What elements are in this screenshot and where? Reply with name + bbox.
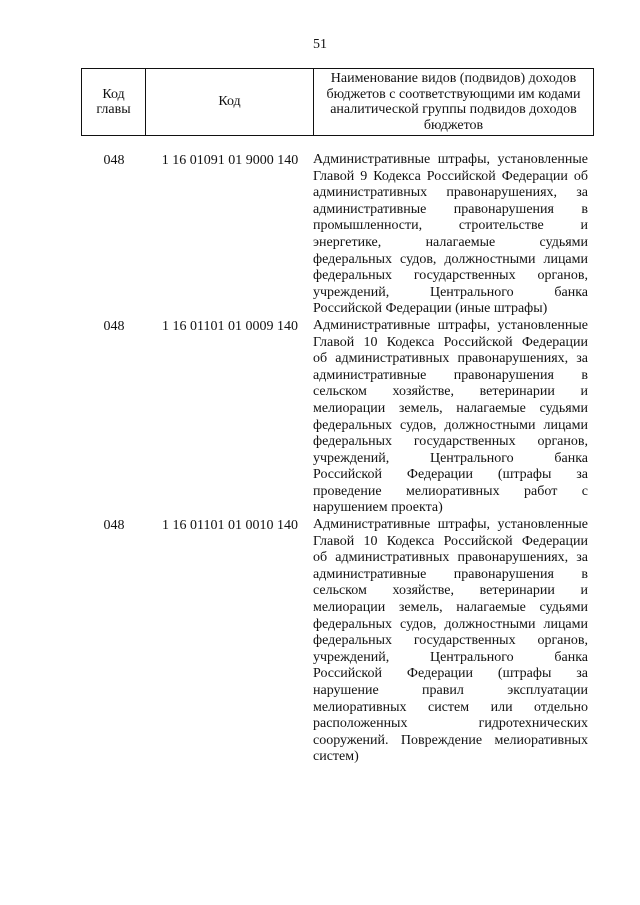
description-line: федеральных судов, должностными лицами <box>313 417 588 433</box>
description-line: расположенных гидротехнических <box>313 716 588 732</box>
description-line: федеральных государственных органов, <box>313 633 588 649</box>
table-body <box>0 152 640 766</box>
description-line: сельском хозяйстве, ветеринарии и <box>313 583 588 599</box>
description-line: Российской Федерации (штрафы за <box>313 666 588 682</box>
description-line: федеральных государственных органов, <box>313 268 588 284</box>
description-line: федеральных государственных органов, <box>313 434 588 450</box>
description-line: административных правонарушениях, за <box>313 185 588 201</box>
description-line: об административных правонарушениях, за <box>313 351 588 367</box>
description-line: мелиорации земель, налагаемые судьями <box>313 600 588 616</box>
description-line: систем) <box>313 749 359 765</box>
row-chapter-code: 048 <box>103 318 125 334</box>
description-line: промышленности, строительстве и <box>313 218 588 234</box>
description-line: Главой 10 Кодекса Российской Федерации <box>313 334 588 350</box>
description-line: административные правонарушения в <box>313 566 588 582</box>
header-description-label: Наименование видов (подвидов) доходов бюджетов с соответствующими им кодами аналитической группы подвидов доходов бюджетов <box>326 71 581 133</box>
description-line: проведение мелиоративных работ с <box>313 483 588 499</box>
description-line: административные правонарушения в <box>313 201 588 217</box>
description-line: Главой 10 Кодекса Российской Федерации <box>313 533 588 549</box>
page-number: 51 <box>313 37 327 52</box>
row-chapter-code: 048 <box>103 153 125 168</box>
table-row <box>0 517 640 766</box>
description-line: об административных правонарушениях, за <box>313 550 588 566</box>
description-line: сооружений. Повреждение мелиоративных <box>313 732 588 748</box>
header-description <box>314 69 594 136</box>
description-line: нарушением проекта) <box>313 500 443 516</box>
table-row <box>0 318 640 517</box>
header-chapter-code-label: Код главы <box>96 86 131 117</box>
row-code: 1 16 01101 01 0009 140 <box>162 318 298 334</box>
header-chapter-code <box>82 69 146 136</box>
description-line: Административные штрафы, установленные <box>313 517 588 533</box>
table-header <box>81 68 594 136</box>
row-code: 1 16 01091 01 9000 140 <box>161 153 299 168</box>
row-description <box>313 318 588 517</box>
description-line: нарушение правил эксплуатации <box>313 683 588 698</box>
row-code: 1 16 01101 01 0010 140 <box>162 518 298 534</box>
row-description <box>313 152 588 318</box>
description-line: федеральных судов, должностными лицами <box>313 251 588 267</box>
description-line: мелиорации земель, налагаемые судьями <box>313 400 588 416</box>
description-line: энергетике, налагаемые судьями <box>313 234 588 250</box>
description-line: учреждений, Центрального банка <box>313 284 588 300</box>
description-line: административные правонарушения в <box>313 367 588 383</box>
description-line: Российской Федерации (штрафы за <box>313 467 588 483</box>
description-line: мелиоративных систем или отдельно <box>313 699 588 715</box>
table-row <box>0 152 640 318</box>
row-chapter-code: 048 <box>103 518 125 534</box>
description-line: Главой 9 Кодекса Российской Федерации об <box>313 168 588 184</box>
description-line: учреждений, Центрального банка <box>313 649 588 665</box>
header-code-label: Код <box>218 94 241 110</box>
row-description <box>313 517 588 766</box>
header-code <box>146 69 314 136</box>
description-line: сельском хозяйстве, ветеринарии и <box>313 384 588 400</box>
description-line: Российской Федерации (иные штрафы) <box>313 301 548 317</box>
description-line: федеральных судов, должностными лицами <box>313 616 588 632</box>
description-line: учреждений, Центрального банка <box>313 450 588 466</box>
description-line: Административные штрафы, установленные <box>313 152 588 167</box>
description-line: Административные штрафы, установленные <box>313 317 588 333</box>
